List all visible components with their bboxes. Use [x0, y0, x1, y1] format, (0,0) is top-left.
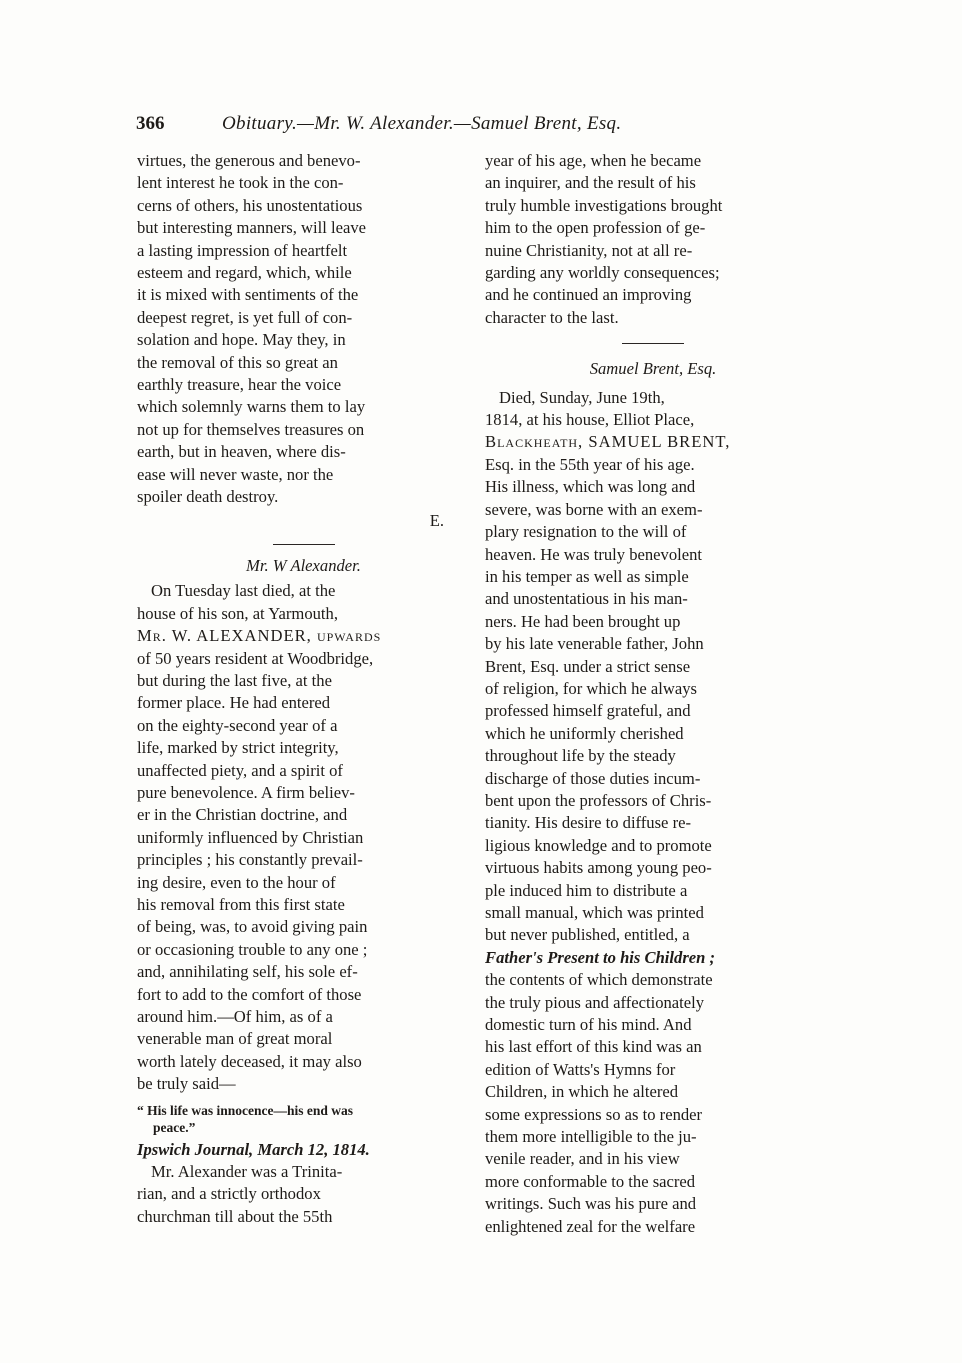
text-line: venerable man of great moral: [137, 1029, 333, 1049]
text-line: garding any worldly consequences;: [485, 263, 720, 283]
text-line: truly humble investigations brought: [485, 195, 723, 215]
text-line: solation and hope. May they, in: [137, 330, 346, 350]
text-line: in his temper as well as simple: [485, 566, 689, 586]
text-line: venile reader, and in his view: [485, 1149, 680, 1169]
text-line: house of his son, at Yarmouth,: [137, 603, 338, 623]
section-divider: [273, 544, 335, 545]
text-line: nuine Christianity, not at all re-: [485, 240, 693, 260]
text-line: him to the open profession of ge-: [485, 218, 706, 238]
page-number: 366: [136, 113, 165, 134]
text-line: or occasioning trouble to any one ;: [137, 939, 368, 959]
text-line: worth lately deceased, it may also: [137, 1051, 362, 1071]
brent-obituary-text: [485, 387, 821, 1238]
text-line: his removal from this first state: [137, 895, 345, 914]
text-line: Brent, Esq. under a strict sense: [485, 656, 691, 676]
left-continuation-text: [137, 150, 470, 509]
text-line: which he uniformly cherished: [485, 723, 684, 743]
brent-name-line: Blackheath, SAMUEL BRENT,: [485, 432, 731, 452]
text-line: virtues, the generous and benevo-: [137, 151, 361, 170]
text-line: of being, was, to avoid giving pain: [137, 917, 368, 937]
text-line: ners. He had been brought up: [485, 611, 681, 631]
text-line: domestic turn of his mind. And: [485, 1015, 692, 1035]
text-line: not up for themselves treasures on: [137, 419, 365, 439]
left-column: [137, 150, 470, 1228]
text-line: them more intelligible to the ju-: [485, 1127, 697, 1147]
text-line: ease will never waste, nor the: [137, 464, 334, 484]
text-line: the contents of which demonstrate: [485, 970, 713, 990]
text-line: er in the Christian doctrine, and: [137, 805, 348, 825]
alexander-obituary-text: [137, 580, 470, 1095]
text-line: lent interest he took in the con-: [137, 173, 344, 193]
text-line: deepest regret, is yet full of con-: [137, 307, 353, 327]
text-line-book-title: Father's Present to his Children ;: [485, 947, 716, 967]
alexander-name-line: Mr. W. ALEXANDER, upwards: [137, 626, 382, 646]
text-line: but during the last five, at the: [137, 670, 332, 690]
text-line: writings. Such was his pure and: [485, 1194, 697, 1214]
text-line: principles ; his constantly prevail-: [137, 850, 363, 870]
text-line: heaven. He was truly benevolent: [485, 544, 703, 564]
text-line: virtuous habits among young peo-: [485, 858, 712, 878]
text-line: Children, in which he altered: [485, 1082, 679, 1102]
text-line: discharge of those duties incum-: [485, 768, 701, 788]
text-line: Mr. Alexander was a Trinita-: [151, 1162, 343, 1182]
text-line: unaffected piety, and a spirit of: [137, 760, 343, 780]
text-line: throughout life by the steady: [485, 746, 676, 766]
alexander-note: [137, 1161, 470, 1228]
text-line: ple induced him to distribute a: [485, 880, 688, 900]
text-line: some expressions so as to render: [485, 1104, 703, 1124]
text-line: plary resignation to the will of: [485, 522, 687, 542]
text-line: tianity. His desire to diffuse re-: [485, 813, 691, 833]
text-line: cerns of others, his unostentatious: [137, 195, 363, 215]
section-divider: [622, 343, 684, 344]
text-line: his last effort of this kind was an: [485, 1037, 702, 1057]
text-line: churchman till about the 55th: [137, 1206, 333, 1226]
text-line: [485, 431, 821, 453]
text-line: Esq. in the 55th year of his age.: [485, 454, 695, 474]
text-line: His illness, which was long and: [485, 477, 696, 497]
quote-line: peace.”: [153, 1119, 196, 1135]
text-line: [137, 625, 470, 647]
text-line: year of his age, when he became: [485, 151, 702, 170]
text-line: but never published, entitled, a: [485, 925, 690, 945]
text-line: edition of Watts's Hymns for: [485, 1059, 676, 1079]
running-head: [136, 113, 826, 143]
text-line: enlightened zeal for the welfare: [485, 1216, 696, 1236]
signature: E.: [429, 510, 444, 530]
text-line: and unostentatious in his man-: [485, 589, 688, 609]
text-line: an inquirer, and the result of his: [485, 173, 696, 193]
text-line: of 50 years resident at Woodbridge,: [137, 648, 374, 668]
right-continuation-text: [485, 150, 821, 329]
text-line: esteem and regard, which, while: [137, 263, 352, 283]
text-line: be truly said—: [137, 1074, 236, 1094]
right-column: [485, 150, 821, 1238]
text-line: severe, was borne with an exem-: [485, 499, 703, 519]
text-line: spoiler death destroy.: [137, 487, 279, 507]
text-line: rian, and a strictly orthodox: [137, 1184, 321, 1204]
text-line: former place. He had entered: [137, 693, 331, 713]
text-line: professed himself grateful, and: [485, 701, 691, 721]
text-line: earth, but in heaven, where dis-: [137, 442, 346, 462]
text-line: and, annihilating self, his sole ef-: [137, 962, 358, 982]
text-line: the truly pious and affectionately: [485, 992, 705, 1012]
text-line: but interesting manners, will leave: [137, 218, 367, 238]
text-line: On Tuesday last died, at the: [151, 581, 336, 601]
text-line: more conformable to the sacred: [485, 1171, 696, 1191]
running-title: Obituary.—Mr. W. Alexander.—Samuel Brent, Esq.: [222, 113, 622, 134]
text-line: of religion, for which he always: [485, 678, 697, 698]
text-line: bent upon the professors of Chris-: [485, 790, 712, 810]
section-title-brent: Samuel Brent, Esq.: [589, 359, 717, 379]
text-line: which solemnly warns them to lay: [137, 397, 366, 417]
quote-line: “ His life was innocence—his end was: [137, 1102, 354, 1118]
text-line: uniformly influenced by Christian: [137, 827, 364, 847]
text-line: character to the last.: [485, 307, 619, 327]
text-line: and he continued an improving: [485, 285, 692, 305]
text-line: 1814, at his house, Elliot Place,: [485, 410, 695, 430]
source-citation: Ipswich Journal, March 12, 1814.: [137, 1139, 370, 1159]
text-line: ligious knowledge and to promote: [485, 835, 712, 855]
text-line: it is mixed with sentiments of the: [137, 285, 359, 305]
text-line: a lasting impression of heartfelt: [137, 240, 348, 260]
text-line: small manual, which was printed: [485, 903, 704, 922]
text-line: pure benevolence. A firm believ-: [137, 782, 355, 802]
text-line: the removal of this so great an: [137, 352, 338, 372]
text-line: fort to add to the comfort of those: [137, 984, 362, 1004]
text-line: on the eighty-second year of a: [137, 715, 338, 735]
text-line: by his late venerable father, John: [485, 634, 704, 654]
epitaph-quote: [137, 1102, 470, 1136]
text-line: life, marked by strict integrity,: [137, 738, 339, 758]
text-line: earthly treasure, hear the voice: [137, 375, 342, 395]
text-line: around him.—Of him, as of a: [137, 1007, 333, 1027]
section-title-alexander: Mr. W Alexander.: [246, 555, 361, 575]
text-line: Died, Sunday, June 19th,: [499, 387, 665, 407]
text-line: ing desire, even to the hour of: [137, 872, 336, 892]
